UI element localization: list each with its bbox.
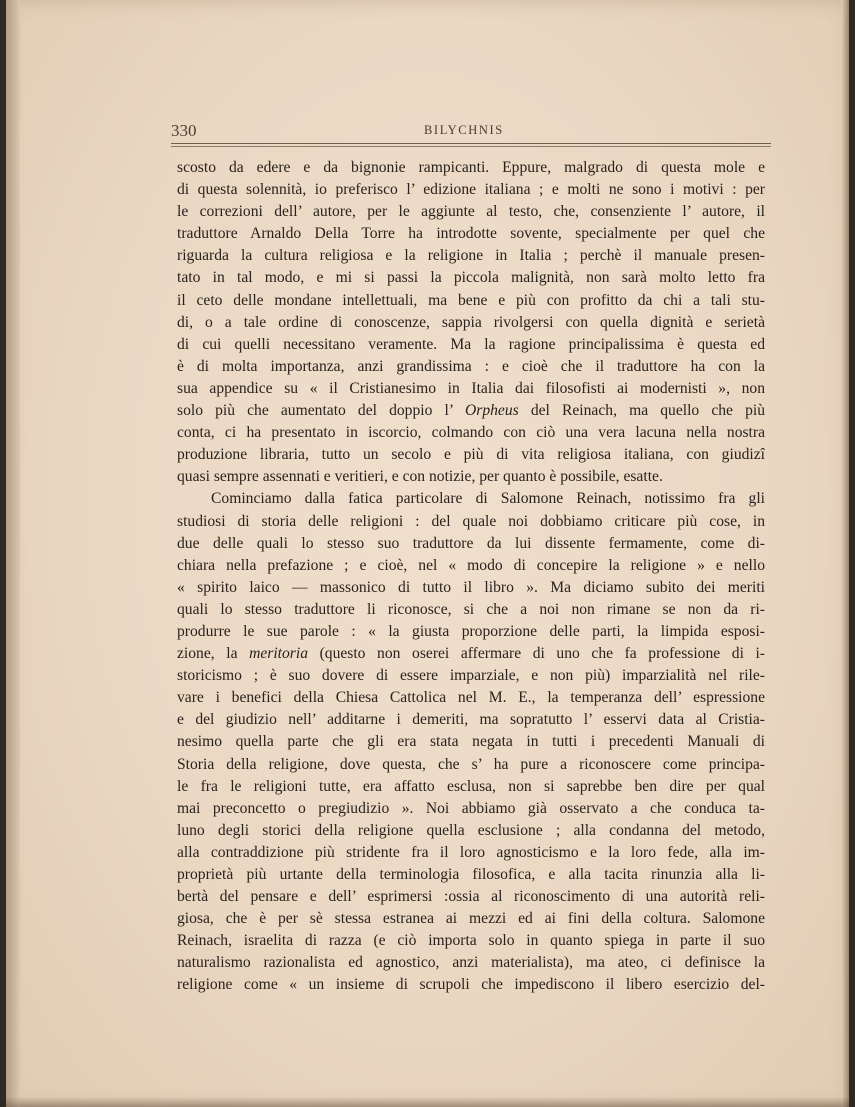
text-line: tato in tal modo, e mi si passi la piccola malignità, non sarà molto letto fra [177, 269, 765, 287]
text-line: religione come « un insieme di scrupoli che impediscono il libero esercizio del- [177, 976, 765, 994]
page-header [171, 121, 771, 141]
text-line: naturalismo razionalista ed agnostico, anzi materialista), ma ateo, ci definisce la [177, 954, 765, 972]
text-line: di questa solennità, io preferisco l’ edizione italiana ; e molti ne sono i motivi : per [177, 181, 765, 199]
text-line: il ceto delle mondane intellettuali, ma bene e più con profitto da chi a tali stu- [177, 291, 765, 309]
text-line: è di molta importanza, anzi grandissima : e cioè che il traduttore ha con la [177, 357, 765, 375]
text-line: quali lo stesso traduttore li riconosce, si che a noi non rimane se non da ri- [177, 600, 765, 618]
text-line: conta, ci ha presentato in iscorcio, colmando con ciò una vera lacuna nella nostra [177, 424, 765, 442]
header-rule [171, 143, 771, 144]
text-line: Reinach, israelita di razza (e ciò importa solo in quanto spiega in parte il suo [177, 932, 765, 950]
text-line: di cui quelli necessitano veramente. Ma la ragione principalissima è questa ed [177, 335, 765, 353]
text-line: chiara nella prefazione ; e cioè, nel « modo di concepire la religione » e nello [177, 556, 765, 574]
running-title: BILYCHNIS [424, 123, 504, 137]
text-line: sua appendice su « il Cristianesimo in Italia dai filosofisti ai modernisti », non [177, 379, 765, 397]
page-number: 330 [171, 121, 197, 140]
text-line: vare i benefici della Chiesa Cattolica nel M. E., la temperanza dell’ espressione [177, 689, 765, 707]
text-line: zione, la meritoria (questo non oserei affermare di uno che fa professione di i- [177, 645, 765, 663]
page-bottom-shadow [6, 1097, 849, 1107]
text-line: riguarda la cultura religiosa e la religione in Italia ; perchè il manuale presen- [177, 247, 765, 265]
text-line: produzione libraria, tutto un secolo e più di vita religiosa italiana, con giudizî [177, 446, 765, 464]
text-line-paragraph-end: quasi sempre assennati e veritieri, e con notizie, per quanto è possibile, esatte. [177, 468, 663, 486]
text-line: alla contraddizione più stridente fra il loro agnosticismo e la loro fede, alla im- [177, 843, 765, 861]
text-line: traduttore Arnaldo Della Torre ha introdotte sovente, specialmente per quel che [177, 225, 765, 243]
text-line: luno degli storici della religione quella esclusione ; alla condanna del metodo, [177, 821, 765, 839]
text-line: scosto da edere e da bignonie rampicanti. Eppure, malgrado di questa mole e [177, 159, 765, 176]
text-line: le correzioni dell’ autore, per le aggiunte al testo, che, consenziente l’ autore, il [177, 203, 765, 221]
text-line: Storia della religione, dove questa, che s’ ha pure a riconoscere come principa- [177, 755, 765, 773]
text-line: proprietà più urtante della terminologia filosofica, e alla tacita rinunzia alla li- [177, 866, 765, 883]
text-line: « spirito laico — massonico di tutto il libro ». Ma diciamo subito dei meriti [177, 578, 765, 596]
text-line: bertà del pensare e dell’ esprimersi :ossia al riconoscimento di una autorità reli- [177, 888, 765, 906]
text-line: mai preconcetto o pregiudizio ». Noi abbiamo già osservato a che conduca ta- [177, 799, 765, 817]
text-line: studiosi di storia delle religioni : del quale noi dobbiamo criticare più cose, in [177, 512, 765, 530]
text-line: giosa, che è per sè stessa estranea ai mezzi ed ai fini della coltura. Salomone [177, 910, 765, 928]
text-line-paragraph-start: Cominciamo dalla fatica particolare di Salomone Reinach, notissimo fra gli [211, 490, 765, 508]
body-text [177, 157, 765, 997]
text-line: produrre le sue parole : « la giusta proporzione delle parti, la limpida esposi- [177, 622, 765, 640]
text-line: solo più che aumentato del doppio l’ Orpheus del Reinach, ma quello che più [177, 402, 765, 420]
text-line: di, o a tale ordine di conoscenze, sappia rivolgersi con quella dignità e serietà [177, 313, 765, 331]
text-line: due delle quali lo stesso suo traduttore da lui dissente fermamente, come di- [177, 534, 765, 552]
text-line: storicismo ; è suo dovere di essere imparziale, e non più) imparzialità nel rile- [177, 667, 765, 685]
header-rule-secondary [171, 146, 771, 147]
page-right-edge [841, 0, 849, 1107]
text-line: e del giudizio nell’ additarne i demeriti, ma sopratutto l’ esservi data al Cristia- [177, 711, 765, 729]
page-left-edge [6, 0, 20, 1107]
text-line: le fra le religioni tutte, era affatto esclusa, non si saprebbe ben dire per qual [177, 777, 765, 795]
text-line: nesimo quella parte che gli era stata negata in tutti i precedenti Manuali di [177, 733, 765, 751]
